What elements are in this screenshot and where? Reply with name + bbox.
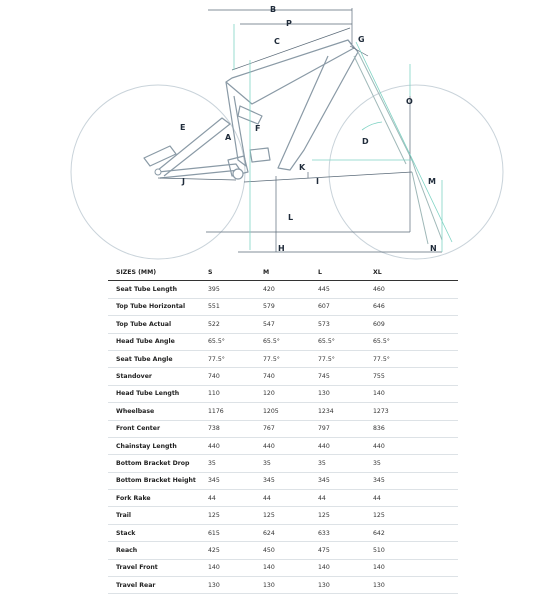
row-value: 345 bbox=[263, 472, 318, 489]
label-L: L bbox=[288, 213, 294, 222]
row-value: 615 bbox=[208, 524, 263, 541]
row-value: 125 bbox=[318, 507, 373, 524]
row-value: 767 bbox=[263, 420, 318, 437]
row-label: Top Tube Horizontal bbox=[108, 298, 208, 315]
row-value: 130 bbox=[263, 577, 318, 594]
label-M: M bbox=[428, 177, 436, 186]
label-E: E bbox=[180, 123, 186, 132]
row-value: 65.5° bbox=[263, 333, 318, 350]
row-value: 609 bbox=[373, 316, 458, 333]
label-J: J bbox=[182, 177, 185, 186]
row-label: Seat Tube Length bbox=[108, 281, 208, 298]
row-value: 140 bbox=[263, 559, 318, 576]
row-label: Head Tube Angle bbox=[108, 333, 208, 350]
row-value: 130 bbox=[373, 577, 458, 594]
row-value: 140 bbox=[318, 559, 373, 576]
row-value: 475 bbox=[318, 542, 373, 559]
row-value: 755 bbox=[373, 368, 458, 385]
bottom-bracket bbox=[233, 169, 243, 179]
row-value: 836 bbox=[373, 420, 458, 437]
row-value: 44 bbox=[318, 490, 373, 507]
row-value: 740 bbox=[208, 368, 263, 385]
table-row bbox=[108, 542, 458, 559]
table-row bbox=[108, 455, 458, 472]
bike-frame bbox=[144, 40, 358, 178]
row-value: 551 bbox=[208, 298, 263, 315]
row-value: 607 bbox=[318, 298, 373, 315]
label-B: B bbox=[270, 5, 277, 14]
geometry-table bbox=[108, 264, 458, 594]
label-G: G bbox=[358, 35, 365, 44]
table-row bbox=[108, 403, 458, 420]
row-label: Bottom Bracket Height bbox=[108, 472, 208, 489]
table-row bbox=[108, 472, 458, 489]
row-value: 1273 bbox=[373, 403, 458, 420]
row-label: Front Center bbox=[108, 420, 208, 437]
row-value: 738 bbox=[208, 420, 263, 437]
label-P: P bbox=[286, 19, 292, 28]
row-value: 65.5° bbox=[318, 333, 373, 350]
row-label: Top Tube Actual bbox=[108, 316, 208, 333]
table-row bbox=[108, 437, 458, 454]
row-value: 646 bbox=[373, 298, 458, 315]
row-value: 120 bbox=[263, 385, 318, 402]
row-label: Standover bbox=[108, 368, 208, 385]
table-row bbox=[108, 507, 458, 524]
row-value: 44 bbox=[373, 490, 458, 507]
header-sizes: SIZES (MM) bbox=[108, 264, 208, 281]
row-value: 579 bbox=[263, 298, 318, 315]
row-value: 35 bbox=[208, 455, 263, 472]
row-value: 130 bbox=[318, 577, 373, 594]
table-header-row bbox=[108, 264, 458, 281]
table-row bbox=[108, 385, 458, 402]
row-label: Fork Rake bbox=[108, 490, 208, 507]
table-row bbox=[108, 281, 458, 298]
row-label: Head Tube Length bbox=[108, 385, 208, 402]
row-value: 573 bbox=[318, 316, 373, 333]
label-C: C bbox=[274, 37, 280, 46]
row-value: 35 bbox=[263, 455, 318, 472]
row-value: 77.5° bbox=[373, 350, 458, 367]
label-N: N bbox=[430, 244, 437, 253]
row-value: 140 bbox=[208, 559, 263, 576]
label-F: F bbox=[255, 124, 261, 133]
row-value: 130 bbox=[318, 385, 373, 402]
row-value: 77.5° bbox=[318, 350, 373, 367]
row-value: 440 bbox=[318, 437, 373, 454]
header-size-m: M bbox=[263, 264, 318, 281]
row-label: Bottom Bracket Drop bbox=[108, 455, 208, 472]
row-value: 633 bbox=[318, 524, 373, 541]
table-row bbox=[108, 577, 458, 594]
row-value: 110 bbox=[208, 385, 263, 402]
row-value: 460 bbox=[373, 281, 458, 298]
label-I: I bbox=[316, 177, 319, 186]
row-value: 440 bbox=[208, 437, 263, 454]
row-value: 44 bbox=[263, 490, 318, 507]
row-value: 522 bbox=[208, 316, 263, 333]
row-value: 425 bbox=[208, 542, 263, 559]
row-value: 345 bbox=[208, 472, 263, 489]
row-value: 130 bbox=[208, 577, 263, 594]
row-value: 420 bbox=[263, 281, 318, 298]
table-row bbox=[108, 490, 458, 507]
fork bbox=[354, 52, 442, 244]
row-value: 77.5° bbox=[263, 350, 318, 367]
label-O: O bbox=[406, 97, 413, 106]
table-row bbox=[108, 316, 458, 333]
row-value: 345 bbox=[318, 472, 373, 489]
row-value: 1205 bbox=[263, 403, 318, 420]
row-value: 125 bbox=[263, 507, 318, 524]
table-row bbox=[108, 420, 458, 437]
row-value: 125 bbox=[373, 507, 458, 524]
header-size-l: L bbox=[318, 264, 373, 281]
row-value: 345 bbox=[373, 472, 458, 489]
row-label: Stack bbox=[108, 524, 208, 541]
table-row bbox=[108, 368, 458, 385]
row-value: 1234 bbox=[318, 403, 373, 420]
row-value: 547 bbox=[263, 316, 318, 333]
row-label: Reach bbox=[108, 542, 208, 559]
row-value: 35 bbox=[373, 455, 458, 472]
row-label: Seat Tube Angle bbox=[108, 350, 208, 367]
row-value: 395 bbox=[208, 281, 263, 298]
rear-axle bbox=[155, 169, 161, 175]
row-value: 510 bbox=[373, 542, 458, 559]
row-value: 797 bbox=[318, 420, 373, 437]
label-K: K bbox=[299, 163, 306, 172]
row-value: 1176 bbox=[208, 403, 263, 420]
row-value: 445 bbox=[318, 281, 373, 298]
table-row bbox=[108, 524, 458, 541]
row-value: 440 bbox=[373, 437, 458, 454]
row-label: Travel Rear bbox=[108, 577, 208, 594]
row-value: 450 bbox=[263, 542, 318, 559]
row-value: 35 bbox=[318, 455, 373, 472]
row-label: Wheelbase bbox=[108, 403, 208, 420]
row-label: Chainstay Length bbox=[108, 437, 208, 454]
header-size-s: S bbox=[208, 264, 263, 281]
row-value: 624 bbox=[263, 524, 318, 541]
row-label: Trail bbox=[108, 507, 208, 524]
row-value: 125 bbox=[208, 507, 263, 524]
accent-lines bbox=[234, 24, 452, 252]
bike-geometry-diagram bbox=[0, 0, 560, 262]
table-row bbox=[108, 298, 458, 315]
table-row bbox=[108, 333, 458, 350]
row-value: 642 bbox=[373, 524, 458, 541]
row-value: 65.5° bbox=[373, 333, 458, 350]
row-value: 65.5° bbox=[208, 333, 263, 350]
dimension-lines bbox=[158, 8, 442, 252]
table-row bbox=[108, 559, 458, 576]
row-value: 745 bbox=[318, 368, 373, 385]
row-label: Travel Front bbox=[108, 559, 208, 576]
row-value: 740 bbox=[263, 368, 318, 385]
header-size-xl: XL bbox=[373, 264, 458, 281]
label-H: H bbox=[278, 244, 285, 253]
row-value: 140 bbox=[373, 559, 458, 576]
label-A: A bbox=[225, 133, 232, 142]
row-value: 140 bbox=[373, 385, 458, 402]
row-value: 44 bbox=[208, 490, 263, 507]
label-D: D bbox=[362, 137, 369, 146]
row-value: 440 bbox=[263, 437, 318, 454]
table-row bbox=[108, 350, 458, 367]
row-value: 77.5° bbox=[208, 350, 263, 367]
